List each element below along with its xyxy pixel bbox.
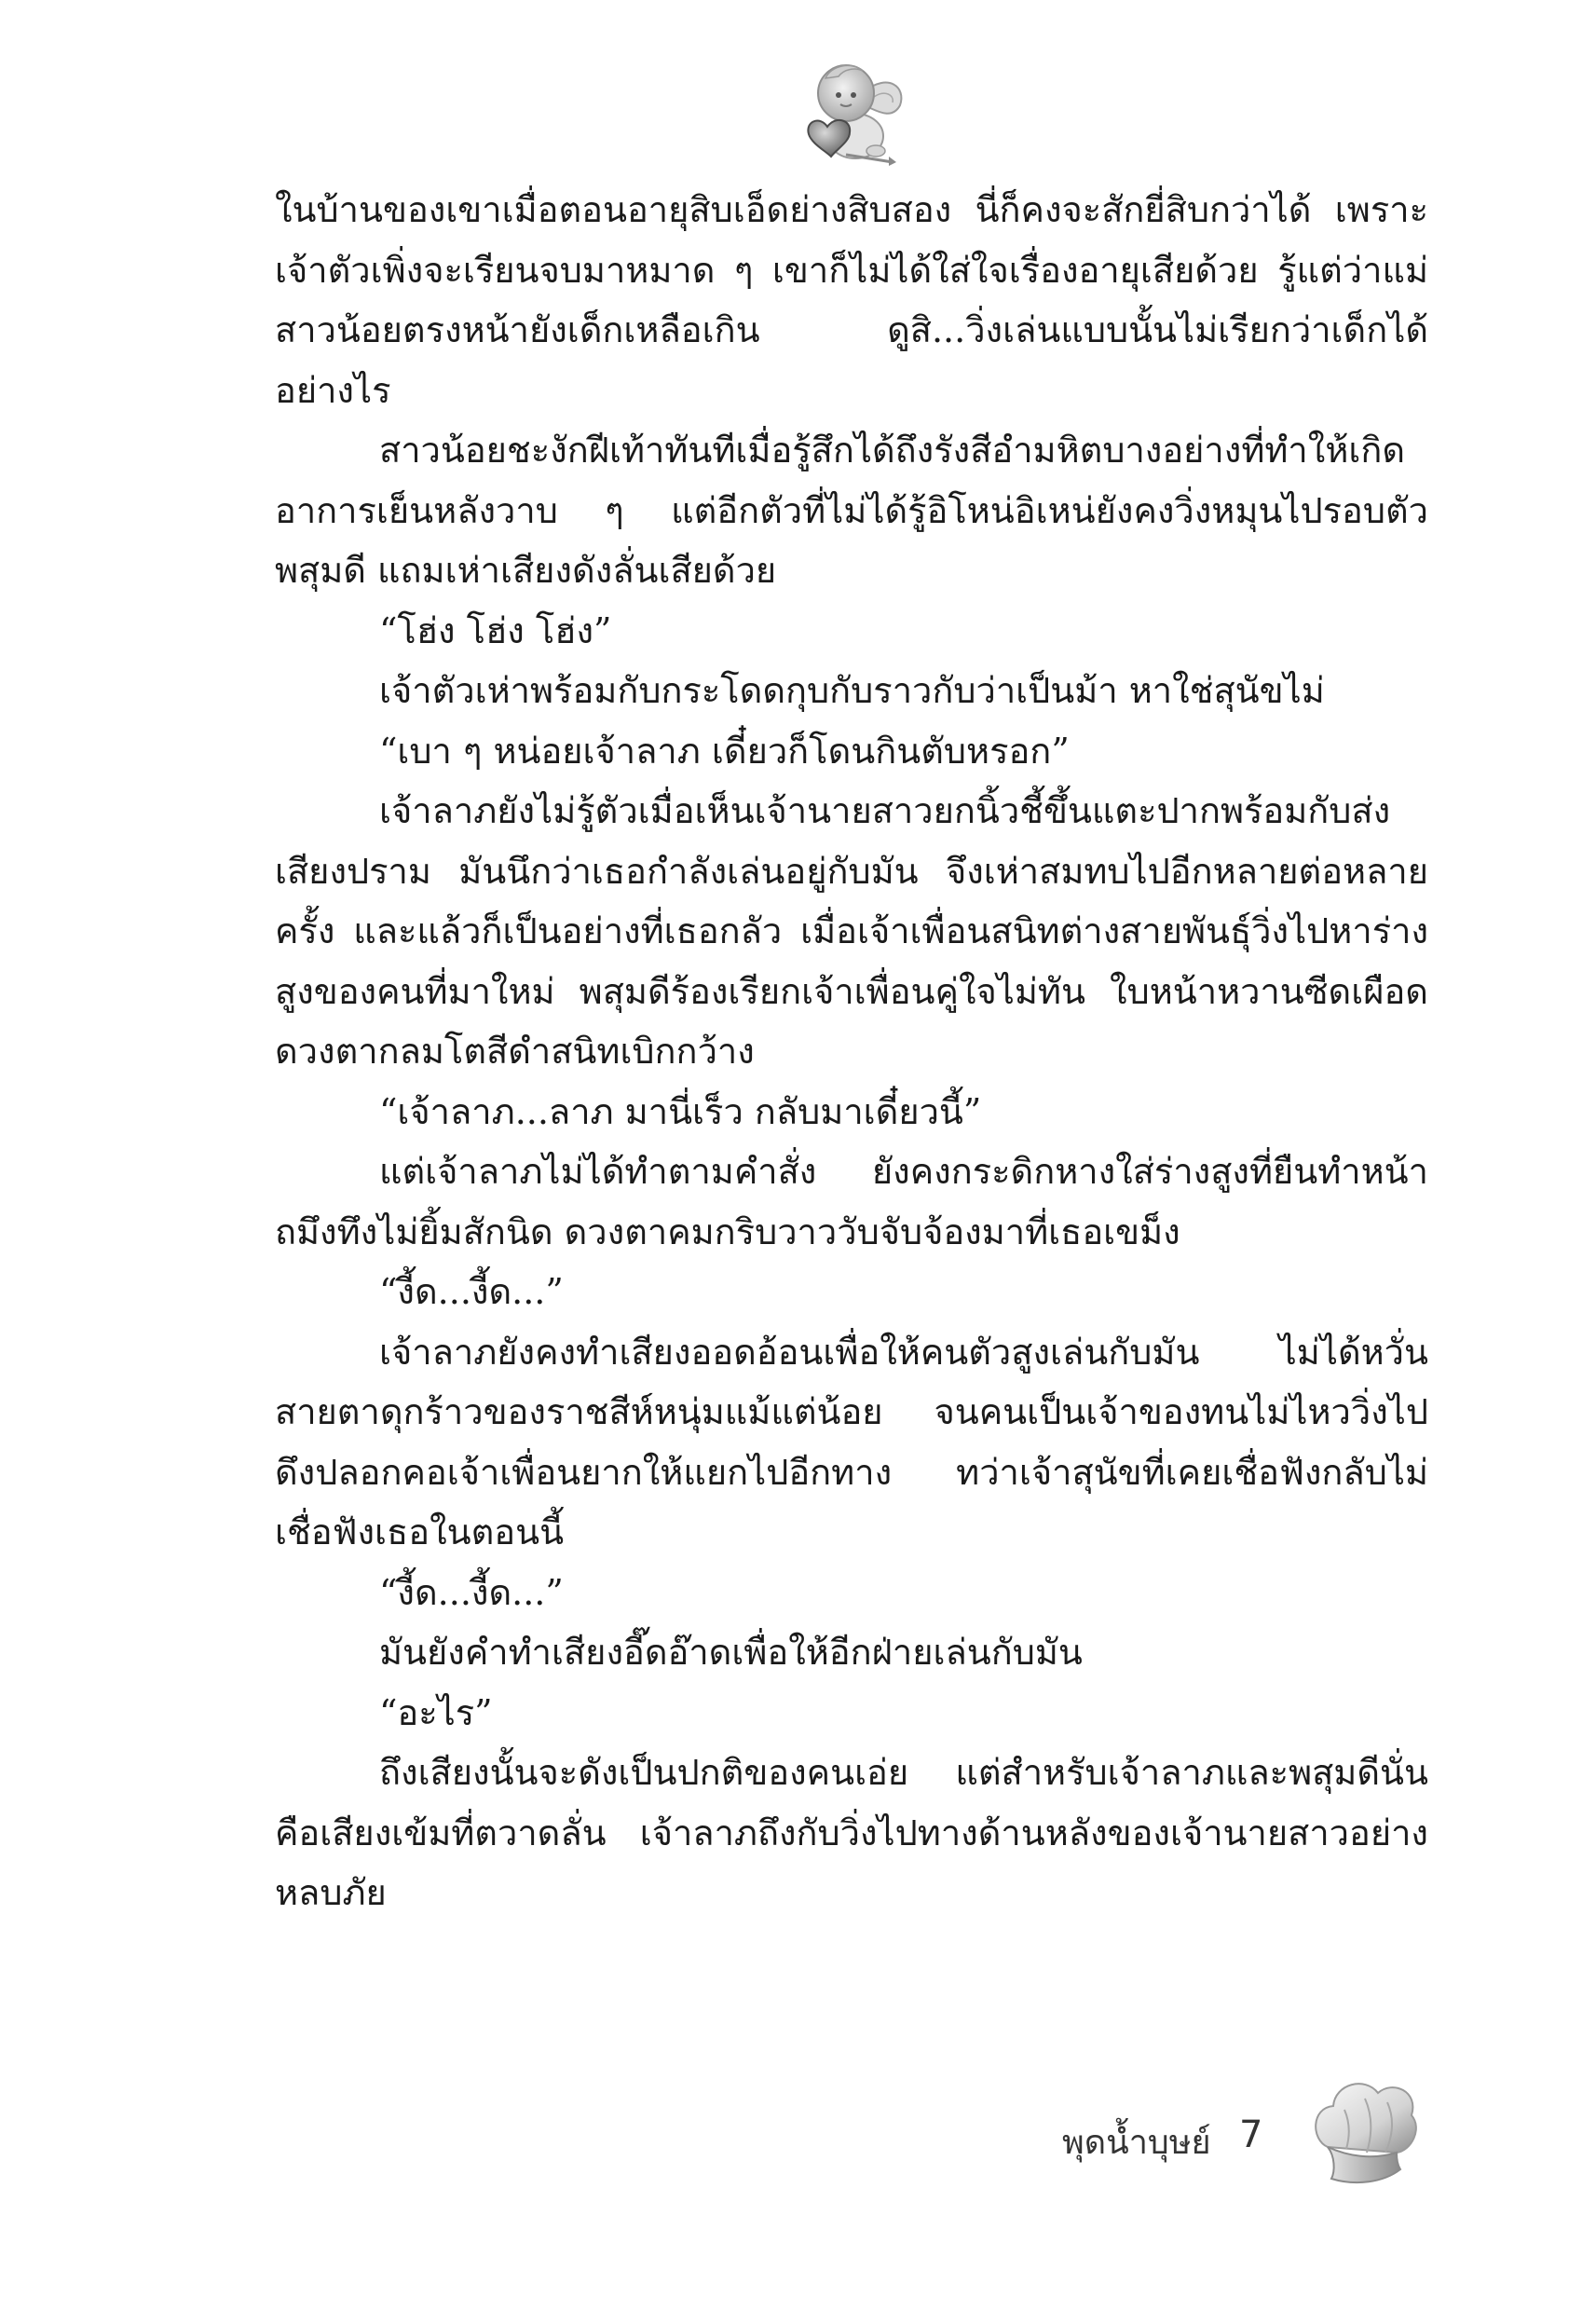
paragraph: แต่เจ้าลาภไม่ได้ทำตามคำสั่ง ยังคงกระดิกหางใส่ร่างสูงที่ยืนทำหน้าถมึงทึงไม่ยิ้มสักนิด ดวงตาคมกริบวาววับจับจ้องมาที่เธอเขม็ง	[275, 1151, 1428, 1252]
book-title: พุดน้ำบุษย์	[1062, 2124, 1211, 2162]
page-number: 7	[1239, 2113, 1263, 2156]
paragraph: ในบ้านของเขาเมื่อตอนอายุสิบเอ็ดย่างสิบสอง นี่ก็คงจะสักยี่สิบกว่าได้ เพราะเจ้าตัวเพิ่งจะเรียนจบมาหมาด ๆ เขาก็ไม่ได้ใส่ใจเรื่องอายุเสียด้วย รู้แต่ว่าแม่สาวน้อยตรงหน้ายังเด็กเหลือเกิน ดูสิ...วิ่งเล่นแบบนั้นไม่เรียกว่าเด็กได้อย่างไร	[275, 189, 1428, 411]
paragraph: เจ้าลาภยังคงทำเสียงออดอ้อนเพื่อให้คนตัวสูงเล่นกับมัน ไม่ได้หวั่นสายตาดุกร้าวของราชสีห์หนุ่มแม้แต่น้อย จนคนเป็นเจ้าของทนไม่ไหววิ่งไปดึงปลอกคอเจ้าเพื่อนยากให้แยกไปอีกทาง ทว่าเจ้าสุนัขที่เคยเชื่อฟังกลับไม่เชื่อฟังเธอในตอนนี้	[275, 1331, 1428, 1552]
dialogue-line: “เจ้าลาภ...ลาภ มานี่เร็ว กลับมาเดี๋ยวนี้”	[379, 1090, 982, 1132]
paragraph: เจ้าลาภยังไม่รู้ตัวเมื่อเห็นเจ้านายสาวยกนิ้วชี้ขึ้นแตะปากพร้อมกับส่งเสียงปราม มันนึกว่าเธอกำลังเล่นอยู่กับมัน จึงเห่าสมทบไปอีกหลายต่อหลายครั้ง และแล้วก็เป็นอย่างที่เธอกลัว เมื่อเจ้าเพื่อนสนิทต่างสายพันธุ์วิ่งไปหาร่างสูงของคนที่มาใหม่ พสุมดีร้องเรียกเจ้าเพื่อนคู่ใจไม่ทัน ใบหน้าหวานซีดเผือด ดวงตากลมโตสีดำสนิทเบิกกว้าง	[275, 790, 1428, 1072]
body-text	[275, 180, 1428, 1923]
paragraph: สาวน้อยชะงักฝีเท้าทันทีเมื่อรู้สึกได้ถึงรังสีอำมหิตบางอย่างที่ทำให้เกิดอาการเย็นหลังวาบ ๆ แต่อีกตัวที่ไม่ได้รู้อิโหน่อิเหน่ยังคงวิ่งหมุนไปรอบตัวพสุมดี แถมเห่าเสียงดังลั่นเสียด้วย	[275, 430, 1428, 591]
chef-hat-icon	[1307, 2074, 1421, 2190]
dialogue-line: “อะไร”	[379, 1691, 493, 1733]
paragraph: มันยังคำทำเสียงอี๊ดอ๊าดเพื่อให้อีกฝ่ายเล่นกับมัน	[379, 1632, 1083, 1673]
dialogue-line: “โฮ่ง โฮ่ง โฮ่ง”	[379, 609, 612, 651]
paragraph: ถึงเสียงนั้นจะดังเป็นปกติของคนเอ่ย แต่สำหรับเจ้าลาภและพสุมดีนั่นคือเสียงเข้มที่ตวาดลั่น เจ้าลาภถึงกับวิ่งไปทางด้านหลังของเจ้านายสาวอย่างหลบภัย	[275, 1752, 1428, 1913]
dialogue-line: “งี้ด...งี้ด...”	[379, 1271, 564, 1312]
dialogue-line: “เบา ๆ หน่อยเจ้าลาภ เดี๋ยวก็โดนกินตับหรอก”	[379, 730, 1070, 772]
dialogue-line: “งี้ด...งี้ด...”	[379, 1571, 564, 1613]
cupid-angel-icon	[799, 54, 911, 168]
paragraph: เจ้าตัวเห่าพร้อมกับกระโดดกุบกับราวกับว่าเป็นม้า หาใช่สุนัขไม่	[379, 670, 1325, 711]
